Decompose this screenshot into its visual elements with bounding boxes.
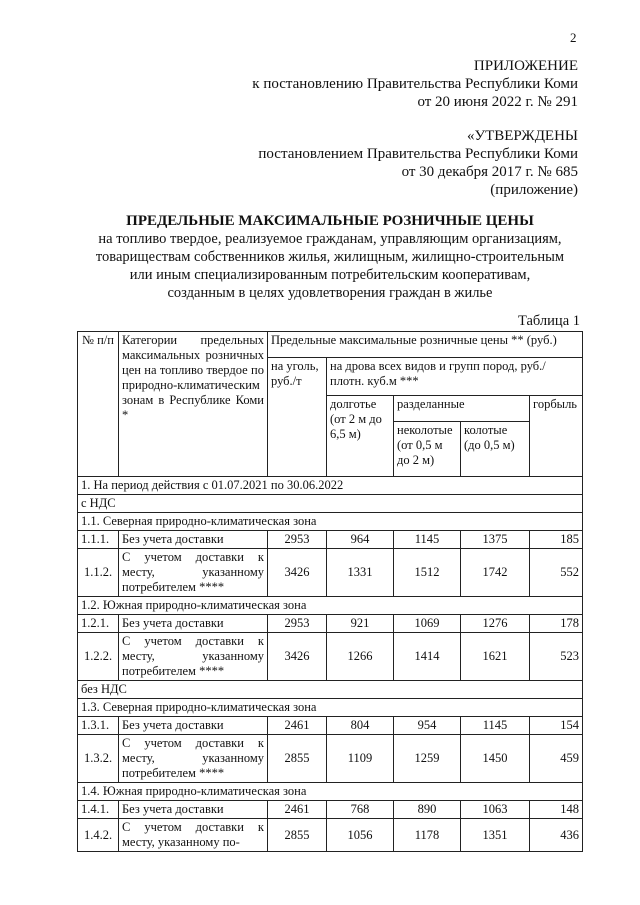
title-sub-3: или иным специализированным потребительским кооперативам, [129,267,531,283]
header-split: разделанные [394,396,530,422]
row-slab: 148 [530,801,583,819]
appendix-header [252,57,578,111]
row-unsplit: 954 [394,717,461,735]
header-chopped: колотые (до 0,5 м) [461,422,530,477]
row-coal: 2855 [268,735,327,783]
row-num: 1.2.2. [78,633,119,681]
row-slab: 552 [530,549,583,597]
header-long: долготье (от 2 м до 6,5 м) [327,396,394,477]
row-coal: 2855 [268,819,327,852]
table-row [78,801,583,819]
row-num: 1.2.1. [78,615,119,633]
row-category: С учетом доставки к месту, указанному потребителем **** [119,735,268,783]
row-category: С учетом доставки к месту, указанному по- [119,819,268,852]
header-unsplit: неколотые (от 0,5 м до 2 м) [394,422,461,477]
section-zone-1-3: 1.3. Северная природно-климатическая зона [78,699,583,717]
appendix-resolution: к постановлению Правительства Республики Коми [252,76,578,92]
row-chopped: 1351 [461,819,530,852]
approved-note: (приложение) [490,182,578,198]
document-title [60,212,600,302]
row-coal: 3426 [268,633,327,681]
row-slab: 178 [530,615,583,633]
page-number: 2 [570,30,577,45]
row-unsplit: 1145 [394,531,461,549]
row-chopped: 1063 [461,801,530,819]
approved-header [258,127,578,199]
header-coal: на уголь, руб./т [268,358,327,477]
row-unsplit: 1512 [394,549,461,597]
row-coal: 3426 [268,549,327,597]
row-num: 1.1.2. [78,549,119,597]
title-sub-4: созданным в целях удовлетворения граждан в жилье [167,285,493,301]
row-chopped: 1621 [461,633,530,681]
approved-resolution: постановлением Правительства Республики Коми [258,146,578,162]
title-sub-1: на топливо твердое, реализуемое гражданам, управляющим организациям, [98,231,562,247]
table-row [78,531,583,549]
row-unsplit: 890 [394,801,461,819]
approved-date: от 30 декабря 2017 г. № 685 [401,164,578,180]
title-main: ПРЕДЕЛЬНЫЕ МАКСИМАЛЬНЫЕ РОЗНИЧНЫЕ ЦЕНЫ [126,213,534,229]
price-table [77,331,583,852]
row-num: 1.3.2. [78,735,119,783]
row-slab: 523 [530,633,583,681]
row-unsplit: 1178 [394,819,461,852]
row-category: С учетом доставки к месту, указанному потребителем **** [119,633,268,681]
section-zone-1-2: 1.2. Южная природно-климатическая зона [78,597,583,615]
header-category: Категории предельных максимальных розничных цен на топливо твердое по природно-климатическим зонам в Республике Коми * [119,332,268,477]
header-slab: горбыль [530,396,583,477]
approved-title: «УТВЕРЖДЕНЫ [466,128,578,144]
header-firewood: на дрова всех видов и групп пород, руб./плотн. куб.м *** [327,358,583,396]
section-with-vat: с НДС [78,495,583,513]
header-prices: Предельные максимальные розничные цены ** (руб.) [268,332,583,358]
section-zone-1-4: 1.4. Южная природно-климатическая зона [78,783,583,801]
section-zone-1-1: 1.1. Северная природно-климатическая зона [78,513,583,531]
table-row [78,735,583,783]
row-unsplit: 1259 [394,735,461,783]
section-without-vat: без НДС [78,681,583,699]
row-coal: 2461 [268,717,327,735]
row-long: 1331 [327,549,394,597]
row-slab: 185 [530,531,583,549]
row-coal: 2461 [268,801,327,819]
row-slab: 459 [530,735,583,783]
row-chopped: 1375 [461,531,530,549]
table-label: Таблица 1 [517,313,580,329]
table-row [78,549,583,597]
row-chopped: 1742 [461,549,530,597]
row-long: 921 [327,615,394,633]
table-row [78,615,583,633]
row-chopped: 1276 [461,615,530,633]
row-chopped: 1450 [461,735,530,783]
row-category: Без учета доставки [119,801,268,819]
row-long: 1109 [327,735,394,783]
row-chopped: 1145 [461,717,530,735]
row-num: 1.4.2. [78,819,119,852]
appendix-date: от 20 июня 2022 г. № 291 [417,94,578,110]
row-category: Без учета доставки [119,615,268,633]
table-row [78,819,583,852]
section-period: 1. На период действия с 01.07.2021 по 30.06.2022 [78,477,583,495]
row-long: 1266 [327,633,394,681]
row-unsplit: 1069 [394,615,461,633]
table-row [78,633,583,681]
row-num: 1.1.1. [78,531,119,549]
row-long: 964 [327,531,394,549]
row-slab: 154 [530,717,583,735]
table-row [78,717,583,735]
row-long: 768 [327,801,394,819]
row-coal: 2953 [268,531,327,549]
row-category: С учетом доставки к месту, указанному потребителем **** [119,549,268,597]
row-coal: 2953 [268,615,327,633]
row-category: Без учета доставки [119,717,268,735]
header-num: № п/п [78,332,119,477]
appendix-title: ПРИЛОЖЕНИЕ [473,58,578,74]
row-slab: 436 [530,819,583,852]
row-num: 1.3.1. [78,717,119,735]
row-long: 1056 [327,819,394,852]
row-long: 804 [327,717,394,735]
row-unsplit: 1414 [394,633,461,681]
row-category: Без учета доставки [119,531,268,549]
title-sub-2: товариществам собственников жилья, жилищным, жилищно-строительным [95,249,565,265]
row-num: 1.4.1. [78,801,119,819]
